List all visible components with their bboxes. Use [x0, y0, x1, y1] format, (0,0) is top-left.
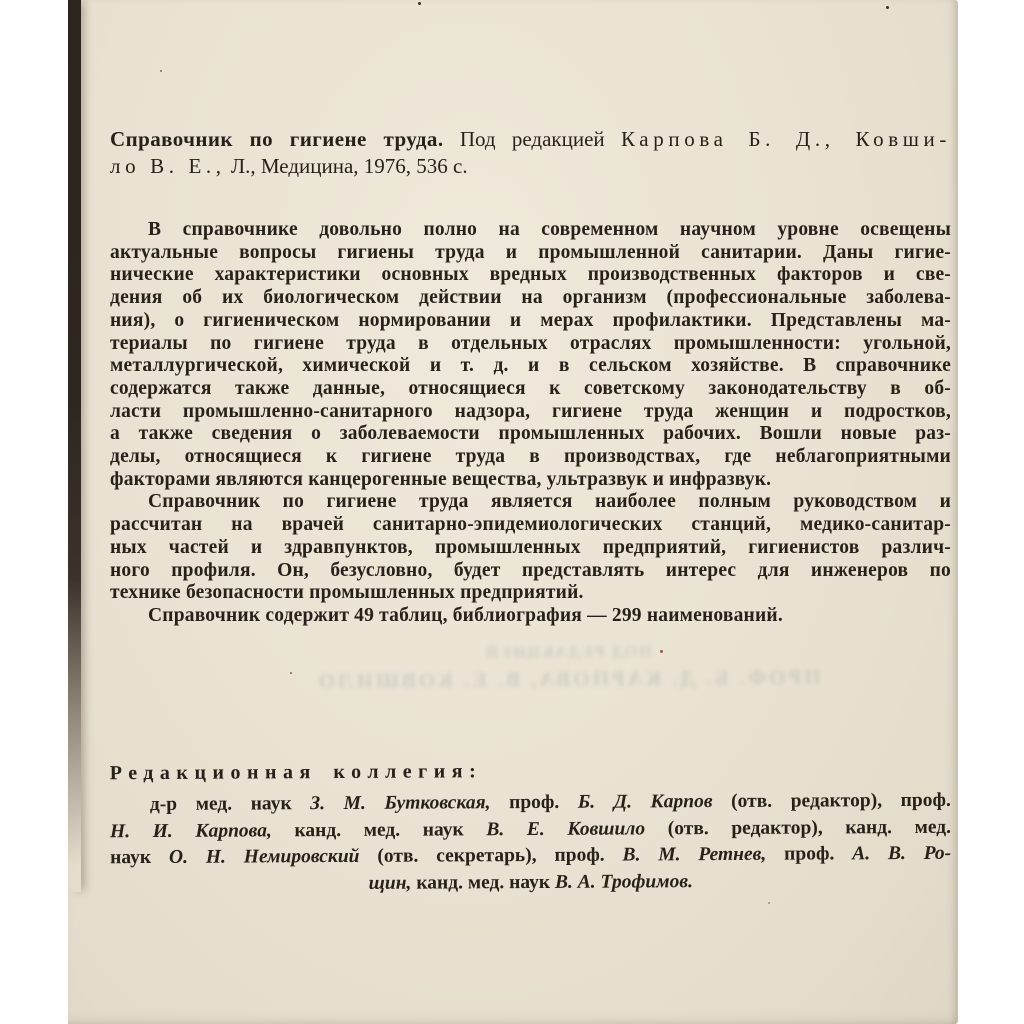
person-name: З. М. Бутковская,: [310, 792, 491, 815]
annotation-line: делы, относящиеся к гигиене труда в производствах, где неблагоприятными: [110, 446, 951, 468]
show-through-line: ПРОФ. Б. Д. КАРПОВА, В. Е. КОВШИЛО: [315, 664, 821, 694]
show-through-text: [218, 641, 918, 695]
annotation-line: териалы по гигиене труда в отдельных отраслях промышленности: угольной,: [110, 332, 951, 354]
imprint-text: Л., Медицина, 1976, 536 с.: [230, 154, 468, 178]
citation-line-2: [110, 153, 951, 180]
editorial-text: проф.: [766, 843, 853, 865]
annotation-line: ного профиля. Он, безусловно, будет представлять интерес для инженеров по: [110, 559, 951, 581]
annotation-line: Справочник по гигиене труда является наиболее полным руководством и: [148, 491, 951, 513]
paper-speck: [418, 2, 421, 5]
book-page: [68, 0, 958, 1024]
annotation-line: дения об их биологическом действии на организм (профессиональные заболева-: [110, 287, 951, 309]
editorial-text: д-р мед. наук: [149, 793, 311, 815]
editorial-text: (отв. редактор), проф.: [712, 789, 951, 813]
editorial-heading: Редакционная коллегия:: [109, 760, 483, 785]
editorial-board: [110, 758, 952, 899]
person-name: Н. И. Карпова,: [109, 819, 272, 842]
annotation-line: металлургической, химической и т. д. и в сельском хозяйстве. В справочнике: [110, 355, 951, 377]
person-name: Б. Д. Карпов: [577, 791, 713, 813]
citation-line-1: [110, 126, 951, 153]
editor-names-spaced: Карпова Б. Д., Ковши-: [620, 127, 951, 151]
editor-name-continued: ло В. Е.,: [110, 154, 226, 178]
editorial-lines: [110, 788, 952, 899]
annotation-line: технике безопасности промышленных предприятий.: [110, 582, 584, 604]
editorial-text: наук: [110, 847, 170, 869]
citation-header: [110, 126, 951, 180]
editorial-line: [110, 841, 951, 872]
person-name: В. А. Трофимов.: [554, 870, 693, 893]
editorial-text: (отв. редактор), канд. мед.: [645, 816, 952, 839]
editorial-line: [110, 868, 951, 899]
person-name: О. Н. Немировский: [168, 846, 360, 869]
editorial-text: канд. мед. наук: [411, 871, 556, 894]
annotation-line: рассчитан на врачей санитарно-эпидемиологических станций, медико-санитар-: [110, 514, 951, 536]
editorial-text: канд. мед. наук: [271, 818, 487, 841]
annotation-line: ласти промышленно-санитарного надзора, гигиене труда женщин и подростков,: [110, 400, 951, 422]
person-name: щин,: [368, 872, 412, 894]
annotation-line: а также сведения о заболеваемости промышленных рабочих. Вошли новые раз-: [110, 423, 951, 445]
annotation-line: Справочник содержит 49 таблиц, библиография — 299 наименований.: [148, 604, 783, 626]
annotation: [110, 219, 951, 628]
book-title: Справочник по гигиене труда.: [110, 127, 444, 151]
paper-speck: [160, 70, 162, 72]
annotation-line: В справочнике довольно полно на современном научном уровне освещены: [148, 219, 951, 240]
citation-text: Под редакцией: [459, 127, 605, 151]
editorial-text: проф.: [490, 791, 578, 814]
paper-speck: [886, 6, 889, 9]
person-name: В. Е. Ковшило: [486, 817, 646, 840]
editorial-text: (отв. секретарь), проф.: [359, 844, 623, 868]
gutter-shadow: [68, 0, 81, 892]
annotation-line: ных частей и здравпунктов, промышленных предприятий, гигиенистов различ-: [110, 536, 951, 558]
person-name: А. В. Ро-: [852, 842, 952, 865]
annotation-line: факторами являются канцерогенные вещества, ультразвук и инфразвук.: [110, 468, 772, 490]
paper-speck: [660, 650, 663, 653]
show-through-line: ПОД РЕДАКЦИЕЙ: [483, 643, 652, 662]
annotation-line: актуальные вопросы гигиены труда и промышленной санитарии. Даны гигие-: [110, 241, 951, 263]
paper-speck: [768, 902, 770, 904]
annotation-line: нические характеристики основных вредных производственных факторов и све-: [110, 264, 951, 286]
editorial-line: [110, 788, 951, 819]
paper-speck: [290, 672, 292, 674]
annotation-line: ния), о гигиеническом нормировании и мерах профилактики. Представлены ма-: [110, 309, 951, 331]
annotation-line: содержатся также данные, относящиеся к советскому законодательству в об-: [110, 377, 951, 399]
person-name: В. М. Ретнев,: [622, 843, 767, 866]
